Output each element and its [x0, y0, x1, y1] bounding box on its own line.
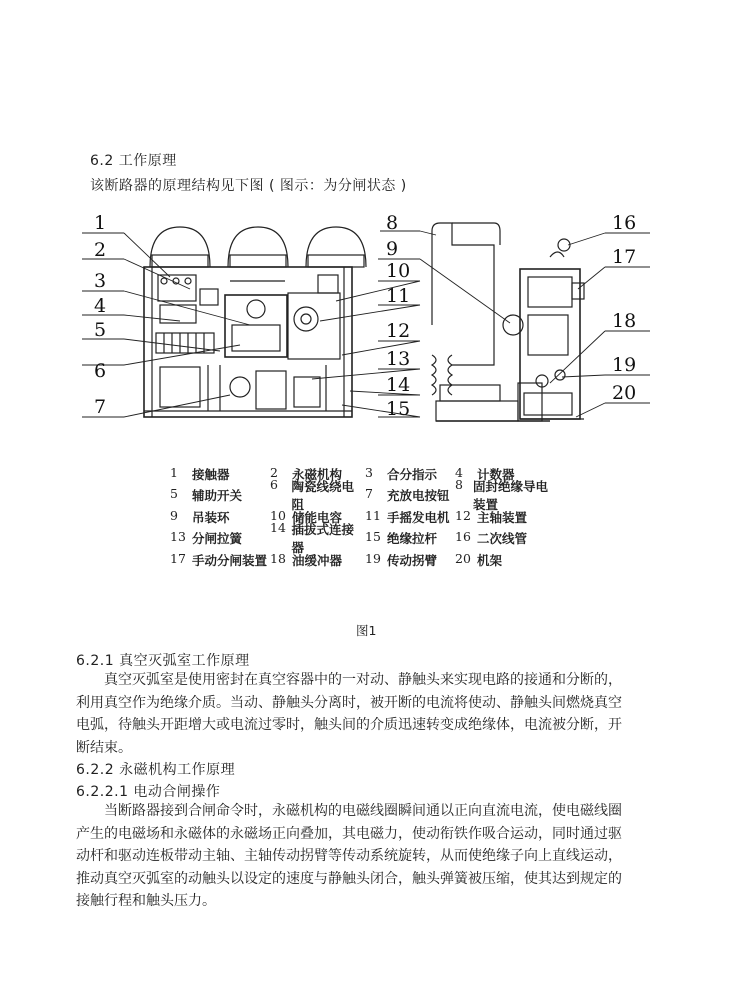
legend-row: [170, 477, 600, 513]
paragraph-line: 产生的电磁场和永磁体的永磁场正向叠加，其电磁力，使动衔铁作吸合运动，同时通过驱: [76, 825, 622, 842]
legend-item: 5 辅助开关: [170, 486, 243, 504]
legend-item: 17 手动分闸装置: [170, 550, 268, 568]
callout-9: 9: [386, 238, 399, 260]
legend-item: 4 计数器: [455, 464, 515, 482]
section-6-2-2-1-title: 6.2.2.1 电动合闸操作: [76, 784, 221, 800]
callout-17: 17: [612, 246, 637, 268]
legend-item: 20 机架: [455, 550, 503, 568]
intro-line: 该断路器的原理结构见下图 ( 图示：为分闸状态 ): [90, 178, 407, 194]
section-title: 6.2 工作原理: [90, 153, 177, 169]
paragraph-line: 断结束。: [76, 739, 132, 756]
legend-row: [170, 520, 600, 556]
section-6-2-2-title: 6.2.2 永磁机构工作原理: [76, 762, 236, 778]
figure-caption: 图1: [356, 623, 377, 638]
breaker-structure-figure: [80, 205, 660, 445]
callout-numbers: [94, 212, 636, 420]
front-view-drawing: [144, 227, 366, 417]
legend-item: 10 储能电容: [270, 507, 343, 525]
paragraph-line: 推动真空灭弧室的动触头以设定的速度与静触头闭合，触头弹簧被压缩，使其达到规定的: [76, 870, 622, 887]
legend-row: [170, 506, 600, 528]
legend-item: 7 充放电按钮: [365, 486, 450, 504]
side-view-drawing: [432, 223, 550, 421]
legend-item: 13 分闸拉簧: [170, 529, 243, 547]
right-view-drawing: [520, 239, 584, 419]
section-6-2-1-body: [76, 669, 676, 759]
callout-5: 5: [94, 319, 107, 341]
callout-8: 8: [386, 212, 399, 234]
callout-15: 15: [386, 398, 411, 420]
legend-item: 15 绝缘拉杆: [365, 529, 438, 547]
legend-item: 6 陶瓷线绕电阻: [270, 477, 355, 513]
legend-item: 14 插拔式连接器: [270, 520, 355, 556]
paragraph-line: 当断路器接到合闸命令时，永磁机构的电磁线圈瞬间通以正向直流电流，使电磁线圈: [104, 803, 622, 819]
callout-6: 6: [94, 360, 107, 382]
callout-1: 1: [94, 212, 107, 234]
legend-item: 2 永磁机构: [270, 464, 343, 482]
callout-19: 19: [612, 354, 637, 376]
callout-4: 4: [94, 295, 107, 317]
paragraph-line: 利用真空作为绝缘介质。当动、静触头分离时，被开断的电流将使动、静触头间燃烧真空: [76, 694, 622, 711]
section-6-2-1-title: 6.2.1 真空灭弧室工作原理: [76, 653, 250, 669]
paragraph-line: 接触行程和触头压力。: [76, 893, 216, 909]
callout-20: 20: [612, 382, 637, 404]
callout-12: 12: [386, 320, 411, 342]
callout-3: 3: [94, 270, 107, 292]
legend-item: 8 固封绝缘导电装置: [455, 477, 549, 513]
legend-row: [170, 549, 600, 571]
parts-legend: [170, 463, 600, 571]
paragraph-line: 动杆和驱动连板带动主轴、主轴传动拐臂等传动系统旋转，从而使绝缘子向上直线运动，: [76, 848, 622, 864]
paragraph-line: 真空灭弧室是使用密封在真空容器中的一对动、静触头来实现电路的接通和分断的，: [104, 672, 622, 688]
callout-13: 13: [386, 348, 411, 370]
callout-14: 14: [386, 374, 411, 396]
callout-10: 10: [386, 260, 411, 282]
legend-item: 18 油缓冲器: [270, 550, 343, 568]
callout-7: 7: [94, 396, 107, 418]
callout-11: 11: [386, 285, 411, 307]
callout-2: 2: [94, 239, 107, 261]
paragraph-line: 电弧，待触头开距增大或电流过零时，触头间的介质迅速转变成绝缘体，电流被分断，开: [76, 717, 622, 733]
legend-item: 1 接触器: [170, 464, 230, 482]
legend-item: 9 吊装环: [170, 507, 230, 525]
legend-item: 16 二次线管: [455, 529, 528, 547]
legend-item: 3 合分指示: [365, 464, 438, 482]
callout-18: 18: [612, 310, 637, 332]
legend-item: 19 传动拐臂: [365, 550, 438, 568]
section-6-2-2-1-body: [76, 800, 676, 913]
callout-16: 16: [612, 212, 637, 234]
legend-item: 11 手摇发电机: [365, 507, 450, 525]
legend-item: 12 主轴装置: [455, 507, 528, 525]
